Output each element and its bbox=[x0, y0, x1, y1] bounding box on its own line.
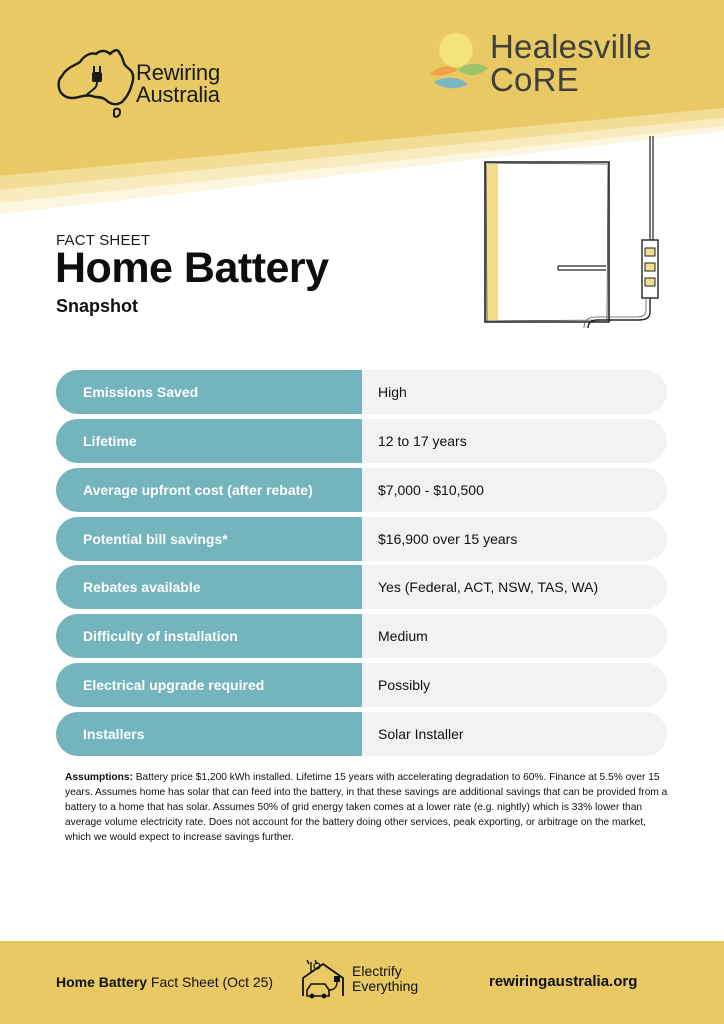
row-value: High bbox=[362, 370, 667, 414]
assumptions-note bbox=[65, 770, 668, 845]
table-row bbox=[56, 370, 667, 414]
home-battery-illustration bbox=[478, 132, 668, 338]
row-label: Lifetime bbox=[56, 419, 362, 463]
rewiring-australia-logo bbox=[136, 62, 220, 106]
page-subtitle: Snapshot bbox=[56, 296, 139, 316]
footer-doc-bold: Home Battery bbox=[56, 974, 148, 990]
healesville-core-logo bbox=[490, 30, 652, 96]
row-value: Solar Installer bbox=[362, 712, 667, 756]
website-link[interactable]: rewiringaustralia.org bbox=[489, 973, 638, 990]
core-logo-line1: Healesville bbox=[490, 28, 652, 65]
row-label: Installers bbox=[56, 712, 362, 756]
row-label: Potential bill savings* bbox=[56, 517, 362, 561]
table-row bbox=[56, 614, 667, 658]
core-logo-line2: CoRE bbox=[490, 61, 579, 98]
rewiring-logo-line2: Australia bbox=[136, 82, 220, 107]
table-row bbox=[56, 565, 667, 609]
table-row bbox=[56, 468, 667, 512]
healesville-core-sun-icon bbox=[428, 30, 492, 96]
table-row bbox=[56, 517, 667, 561]
house-car-plug-icon bbox=[297, 958, 351, 1002]
row-label: Emissions Saved bbox=[56, 370, 362, 414]
row-label: Average upfront cost (after rebate) bbox=[56, 468, 362, 512]
table-row bbox=[56, 712, 667, 756]
fact-sheet-label: FACT SHEET bbox=[56, 232, 151, 249]
table-row bbox=[56, 663, 667, 707]
page-title: Home Battery bbox=[55, 244, 329, 292]
footer-doc-rest: Fact Sheet (Oct 25) bbox=[147, 974, 274, 990]
row-value: 12 to 17 years bbox=[362, 419, 667, 463]
table-row bbox=[56, 419, 667, 463]
rewiring-logo-line1: Rewiring bbox=[136, 60, 220, 85]
row-value: $16,900 over 15 years bbox=[362, 517, 667, 561]
electrify-everything-logo bbox=[352, 964, 418, 994]
row-value: Possibly bbox=[362, 663, 667, 707]
row-value: Yes (Federal, ACT, NSW, TAS, WA) bbox=[362, 565, 667, 609]
row-label: Rebates available bbox=[56, 565, 362, 609]
footer-document-title bbox=[56, 974, 273, 990]
row-value: $7,000 - $10,500 bbox=[362, 468, 667, 512]
row-label: Electrical upgrade required bbox=[56, 663, 362, 707]
row-value: Medium bbox=[362, 614, 667, 658]
snapshot-table bbox=[56, 370, 667, 761]
ee-line2: Everything bbox=[352, 978, 419, 994]
assumptions-lead: Assumptions: bbox=[65, 772, 133, 783]
ee-line1: Electrify bbox=[352, 963, 402, 979]
assumptions-text: Battery price $1,200 kWh installed. Lifetime 15 years with accelerating degradation to 60%. Finance at 5.5% over 15 years. Assumes home has solar that can feed into the battery, in that these savings are additional savings that can be provided from a battery to a home that has solar. Assumes 50% of grid energy taken comes at a lower rate (e.g. nightly) which is 33% lower than average volume electricity rate. Does not account for the battery doing other services, peak exporting, or arbitrage on the market, which we would expect to increase savings further. bbox=[65, 772, 668, 843]
footer-bar bbox=[0, 941, 724, 1024]
row-label: Difficulty of installation bbox=[56, 614, 362, 658]
